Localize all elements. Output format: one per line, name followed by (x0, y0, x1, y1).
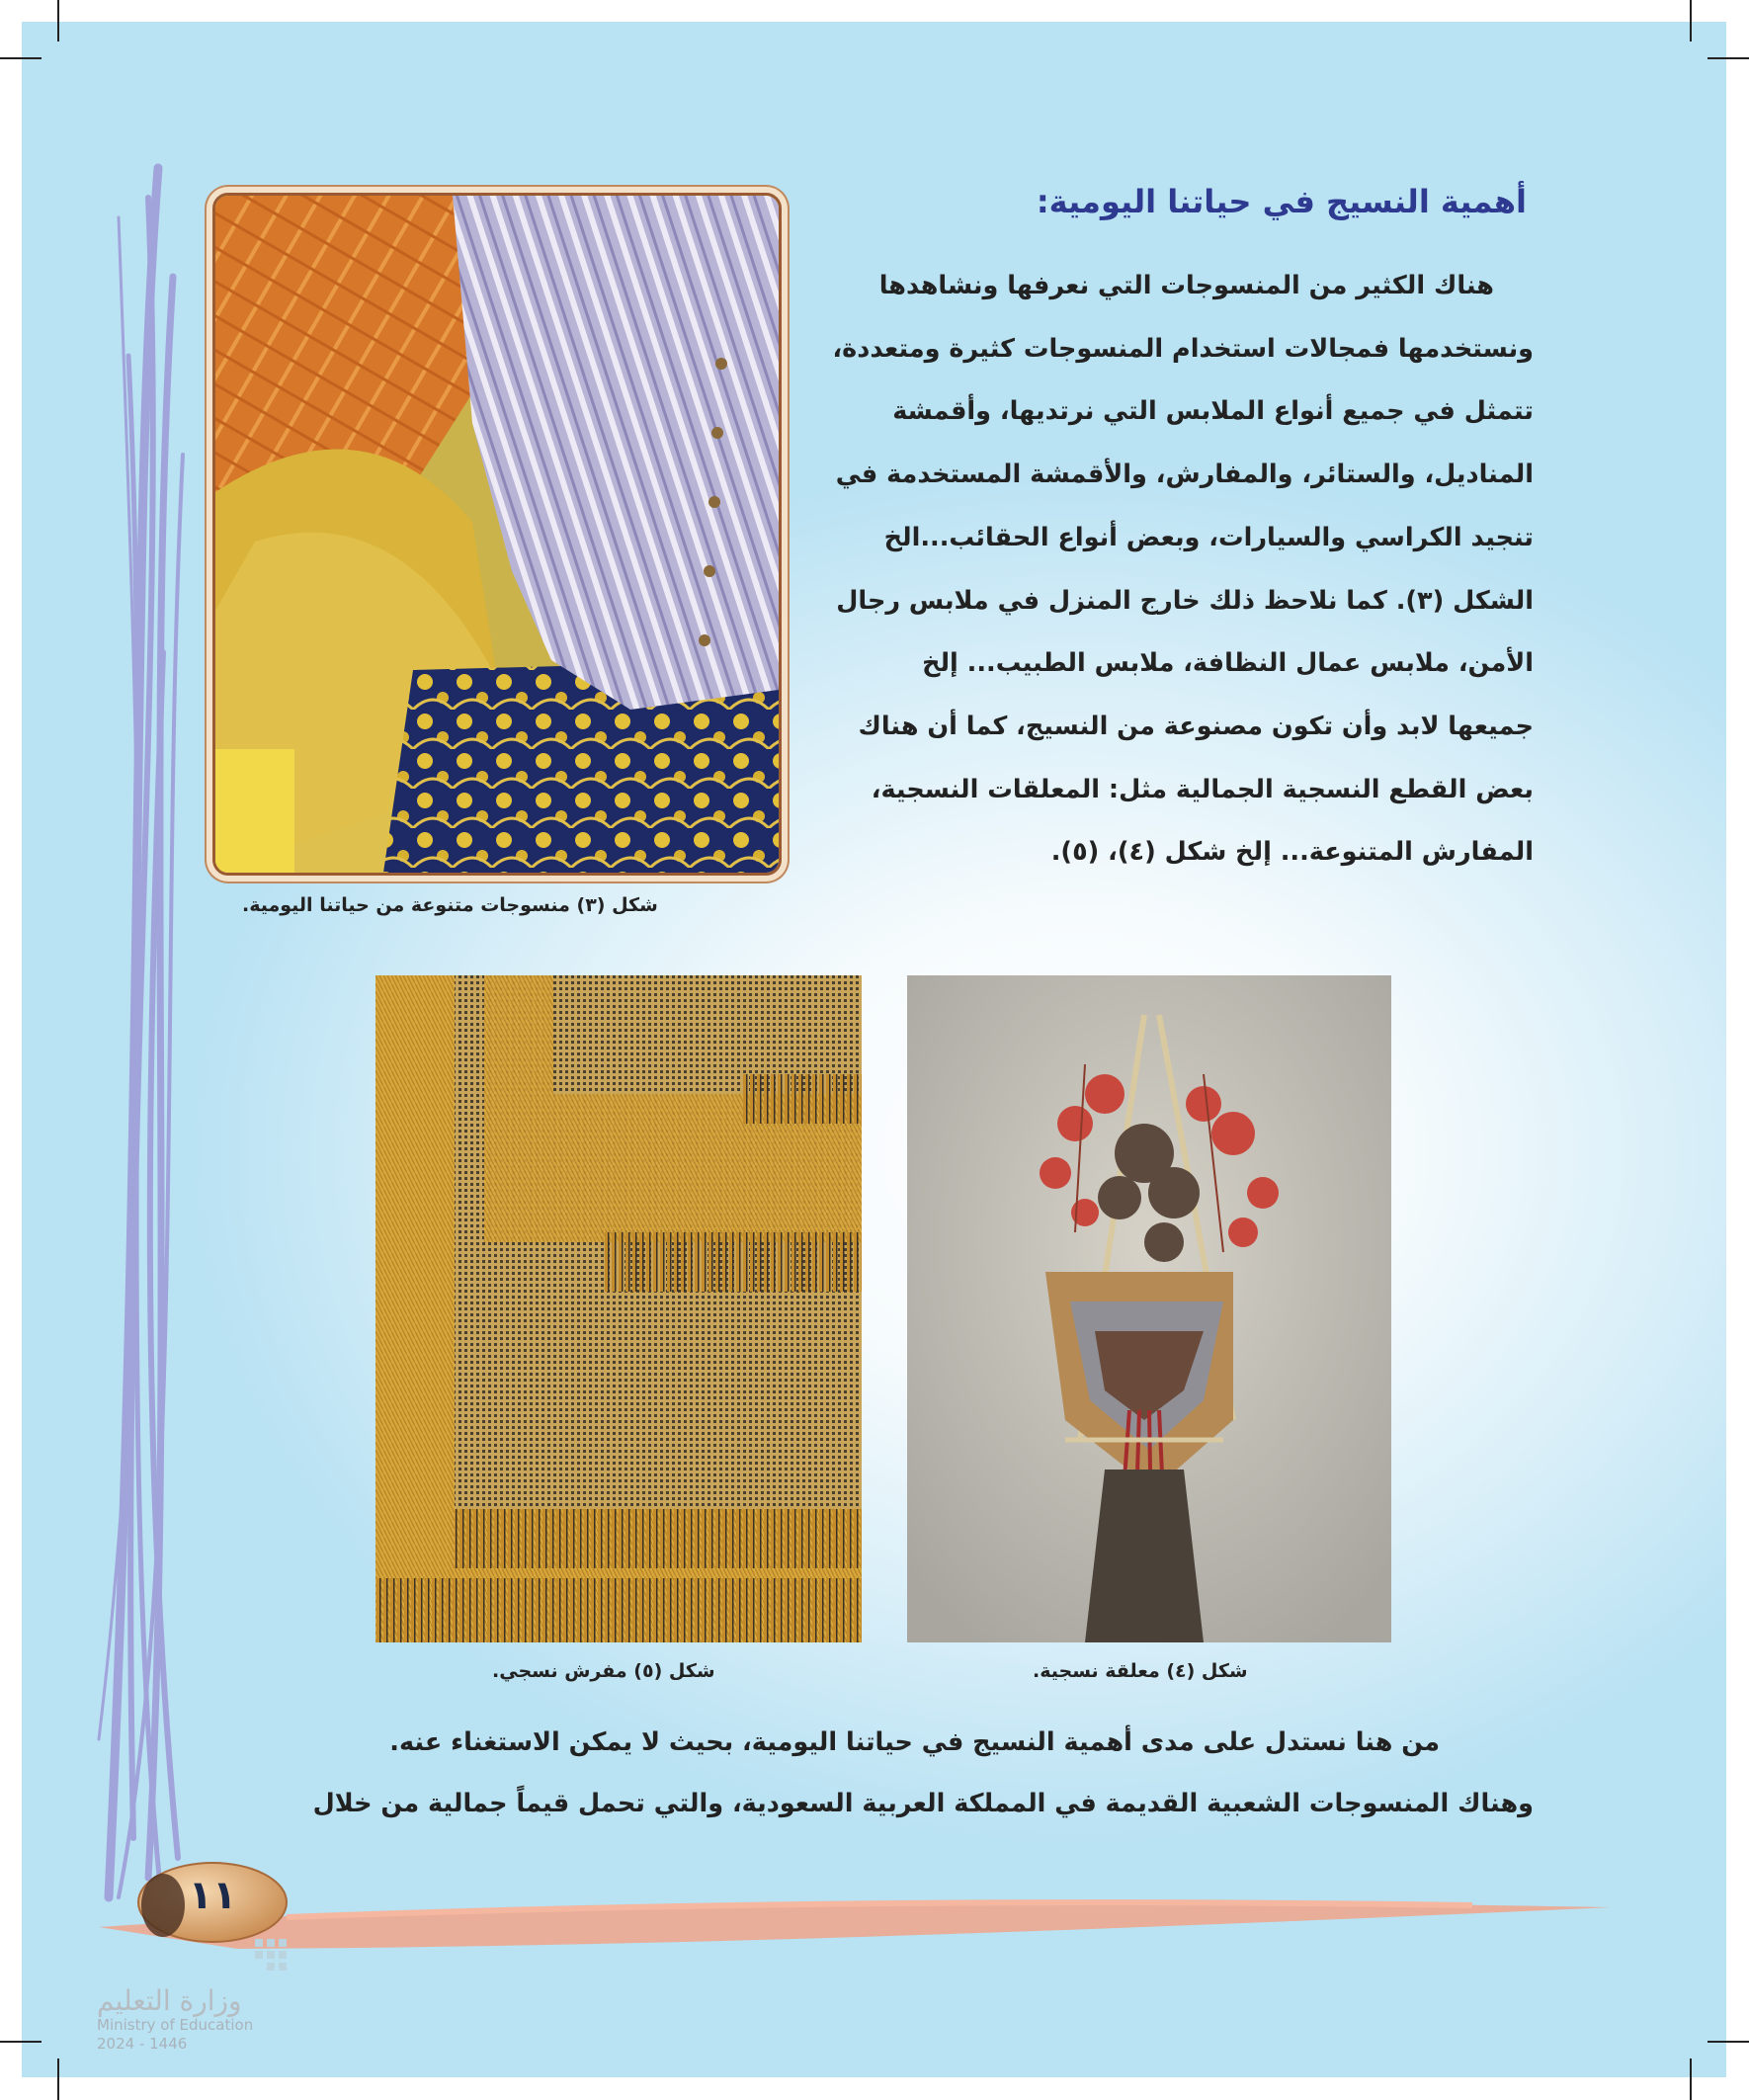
page-number: ١١ (188, 1873, 237, 1918)
paragraph-line: جميعها لابد وأن تكون مصنوعة من النسيج، كما أن هناك (858, 711, 1534, 741)
crop-mark (57, 0, 59, 42)
paragraph-line: هناك الكثير من المنسوجات التي نعرفها ونشاهدها (878, 271, 1494, 300)
crop-mark (1707, 57, 1749, 59)
paragraph-line: ونستخدمها فمجالات استخدام المنسوجات كثيرة ومتعددة، (832, 333, 1534, 364)
crop-mark (57, 2058, 59, 2100)
figure-5-woven-rug-photo (375, 975, 862, 1642)
paragraph-line: تتمثل في جميع أنواع الملابس التي نرتديها، وأقمشة (892, 396, 1534, 427)
body-paragraph (832, 255, 1534, 884)
ministry-year: 2024 - 1446 (97, 2035, 188, 2053)
ministry-watermark (97, 1986, 253, 2054)
figure-3-textiles-photo (212, 193, 782, 876)
crop-mark (0, 57, 42, 59)
paragraph-line: الشكل (٣). كما نلاحظ ذلك خارج المنزل في ملابس رجال (836, 585, 1534, 616)
figure-5-caption: شكل (٥) مفرش نسجي. (492, 1660, 715, 1682)
ministry-logo-dots (255, 1935, 374, 1978)
paragraph-line: الأمن، ملابس عمال النظافة، ملابس الطبيب... إلخ (922, 648, 1534, 679)
crop-mark (1690, 2058, 1692, 2100)
crop-mark (0, 2041, 42, 2043)
crop-mark (1707, 2041, 1749, 2043)
paragraph-line: تنجيد الكراسي والسيارات، وبعض أنواع الحقائب...الخ (883, 522, 1534, 552)
decorative-brush-lines (89, 158, 198, 1927)
ministry-name-en: Ministry of Education (97, 2016, 254, 2034)
bottom-text-line-2: وهناك المنسوجات الشعبية القديمة في المملكة العربية السعودية، والتي تحمل قيماً جمالية من خلال (312, 1789, 1534, 1818)
paragraph-line: بعض القطع النسجية الجمالية مثل: المعلقات النسجية، (871, 774, 1534, 804)
figure-4-caption: شكل (٤) معلقة نسجية. (1033, 1660, 1248, 1682)
figure-3-caption: شكل (٣) منسوجات متنوعة من حياتنا اليومية. (242, 894, 658, 916)
ministry-name-ar: وزارة التعليم (97, 1984, 242, 2017)
figure-4-wall-hanging-photo (907, 975, 1391, 1642)
crop-mark (1690, 0, 1692, 42)
paragraph-line: المفارش المتنوعة... إلخ شكل (٤)، (٥). (1050, 837, 1534, 868)
bottom-text-line-1: من هنا نستدل على مدى أهمية النسيج في حياتنا اليومية، بحيث لا يمكن الاستغناء عنه. (389, 1727, 1440, 1757)
section-title: أهمية النسيج في حياتنا اليومية: (1036, 183, 1527, 220)
paragraph-line: المناديل، والستائر، والمفارش، والأقمشة المستخدمة في (835, 460, 1534, 490)
